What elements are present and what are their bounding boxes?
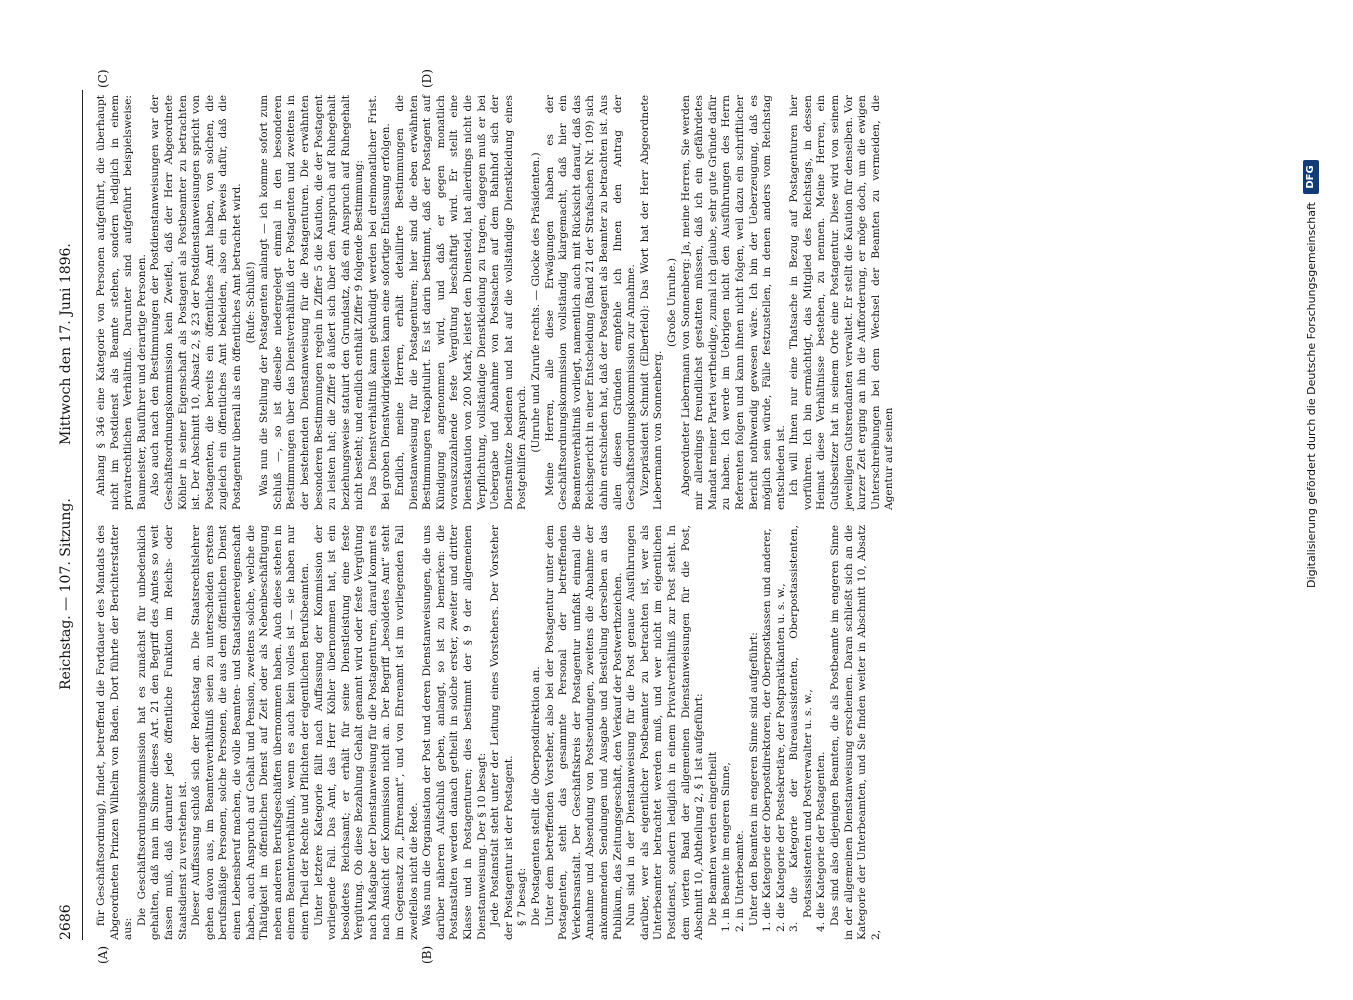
paragraph: Was nun die Stellung der Postagenten anlangt — ich komme sofort zum Schluß —, so ist dieselbe niedergelegt einmal in den besonderen Bestimmungen über das Dienstverhältniß der Postagenten und zweitens in der bestehenden Dienstanweisung für die Postagenturen. Die erwähnten besonderen Bestimmungen regeln in Ziffer 5 die Kaution, die der Postagent zu leisten hat; die Ziffer 8 äußert sich über den Anspruch auf Ruhegehalt beziehungsweise statuirt den Grundsatz, daß ein Anspruch auf Ruhegehalt nicht besteht; und endlich enthält Ziffer 9 folgende Bestimmung: — [258, 95, 366, 510]
stage-direction: (Rufe: Schluß!) — [244, 261, 257, 344]
paragraph: Meine Herren, alle diese Erwägungen haben es der Geschäftsordnungskommission vollständig klargemacht, daß hier ein Beamtenverhältniß vorliegt, namentlich auch mit Rücksicht darauf, daß das Reichsgericht in einer Entscheidung (Band 21 der Strafsachen Nr. 109) sich dahin entschieden hat, daß der Postagent als Beamter zu betrachten ist. Aus allen diesen Gründen empfehle ich Ihnen den Antrag der Geschäftsordnungskommission zur Annahme. — [543, 95, 638, 510]
list-item: 3. die Kategorie der Büreauassistenten, Oberpostassistenten, Postassistenten und Postverwalter u. s. w., — [788, 525, 814, 932]
left-column — [95, 525, 882, 940]
paragraph: Unter dem betreffenden Vorsteher, also bei der Postagentur unter dem Postagenten, steht das gesammte Personal der betreffenden Verkehrsanstalt. Der Geschäftskreis der Postagentur umfaßt einmal die Annahme und Absendung von Postsendungen, zweitens die Abnahme der ankommenden Sendungen und Ausgabe und Bestellung derselben an das Publikum, das Zeitungsgeschäft, den Verkauf der Postwerthzeichen. — [543, 525, 624, 940]
paragraph: Das sind also diejenigen Beamten, die als Postbeamte im engeren Sinne in der allgemeinen Dienstanweisung erscheinen. Daran schließt sich an die Kategorie der Unterbeamten, und Sie finden weiter in Abschnitt 10, Absatz 2, — [829, 525, 882, 940]
page-header — [58, 90, 80, 940]
right-column — [95, 95, 896, 510]
paragraph: Unter den Beamten im engeren Sinne sind aufgeführt: — [747, 632, 760, 926]
list-item: 1. in Beamte im engeren Sinne, — [720, 762, 733, 932]
header-right-date: Mittwoch den 17. Juni 1896. — [58, 243, 74, 445]
page-number: 2686 — [58, 904, 74, 940]
paragraph: Abgeordneter Liebermann von Sonnenberg: Ja, meine Herren, Sie werden mir allerdings freundlichst gestatten müssen, daß ich ein gefährdetes Mandat meiner Partei vertheidige, zumal ich glaube, sehr gute Gründe dafür zu haben. Ich werde im Uebrigen nicht den Ausführungen des Herrn Referenten folgen und kann ihnen nicht folgen, weil dazu ein schriftlicher Bericht nothwendig gewesen wäre. Ich bin der Ueberzeugung, daß es möglich sein würde, Fälle festzustellen, in denen anders vom Reichstag entschieden ist. — [679, 95, 787, 510]
margin-mark-b: (B) — [420, 945, 434, 964]
paragraph: Anhang § 346 eine Kategorie von Personen aufgeführt, die überhaupt nicht im Postdienst als Beamte stehen, sondern lediglich in einem privatrechtlichen Verhältniß. Darunter sind aufgeführt beispielsweise: Baumeister, Bauführer und derartige Personen. — [95, 95, 148, 510]
stage-direction: (Unruhe und Zurufe rechts. — Glocke des Präsidenten.) — [530, 152, 542, 453]
dfg-logo: DFG — [1303, 160, 1319, 194]
list-item: 1. die Kategorie der Oberpostdirektoren, der Oberpostkassen und anderer, — [761, 528, 774, 932]
paragraph: Was nun die Organisation der Post und deren Dienstanweisungen, die uns darüber näheren Aufschluß geben, anlangt, so ist zu bemerken: die Postanstalten werden danach getheilt in solche erster, zweiter und dritter Klasse und in Postagenturen; dies bestimmt der § 9 der allgemeinen Dienstanweisung. Der § 10 besagt: — [421, 525, 488, 940]
paragraph: Vizepräsident Schmidt (Elberfeld): Das Wort hat der Herr Abgeordnete Liebermann von Sonnenberg. — [638, 95, 665, 510]
paragraph: Unter letztere Kategorie fällt nach Auffassung der Kommission der vorliegende Fall. Das Amt, das Herr Köhler übernommen hat, ist ein besoldetes Reichsamt; er erhält für seine Dienstleistung eine feste Vergütung. Ob diese Bezahlung Gehalt genannt wird oder feste Vergütung nach Maßgabe der Dienstanweisung für die Postagenturen, darauf kommt es nach Ansicht der Kommission nicht an. Der Begriff „besoldetes Amt“ steht im Gegensatz zu „Ehrenamt“, und von Ehrenamt ist im vorliegenden Fall zweifellos nicht die Rede. — [312, 525, 420, 940]
paragraph: Also auch nach den Bestimmungen der Postdienstanweisungen war der Geschäftsordnungskommission kein Zweifel, daß der Herr Abgeordnete Köhler in seiner Eigenschaft als Postagent als Postbeamter zu betrachten ist. Der Abschnitt 10, Absatz 2, § 23 der Postdienstanweisungen spricht von Postagenten, die bereits ein öffentliches Amt haben, von solchen, die zugleich ein öffentliches Amt bekleiden, also ein Beweis dafür, daß die Postagentur überall als ein öffentliches Amt betrachtet wird. — [149, 95, 243, 510]
paragraph: Die Geschäftsordnungskommission hat es zunächst für unbedenklich gehalten, daß man im Sinne dieses Art. 21 den Begriff des Amtes so weit fassen muß, daß darunter jede öffentliche Funktion im Reichs- oder Staatsdienst zu verstehen ist. — [135, 525, 189, 940]
list-item: 2. die Kategorie der Postsekretäre, der Postpraktikanten u. s. w., — [774, 583, 787, 932]
paragraph: Jede Postanstalt steht unter der Leitung eines Vorstehers. Der Vorsteher der Postagentur ist der Postagent. — [489, 525, 515, 940]
paragraph: § 7 besagt: — [516, 867, 529, 926]
stage-direction: (Große Unruhe.) — [665, 258, 678, 347]
header-left-title: Reichstag. — 107. Sitzung. — [58, 498, 74, 690]
dfg-footer — [1303, 160, 1323, 840]
list-item: 4. die Kategorie der Postagenten. — [815, 751, 828, 932]
paragraph: Die Beamten werden eingetheilt — [706, 751, 719, 926]
margin-mark-c: (C) — [96, 69, 110, 88]
paragraph: für Geschäftsordnung), findet, betreffend die Fortdauer des Mandats des Abgeordneten Prinzen Wilhelm von Baden. Dort führte der Berichterstatter aus: — [95, 525, 135, 940]
paragraph: Dieser Auffassung schloß sich der Reichstag an. Die Staatsrechtslehrer gehen davon aus, im Beamtenverhältniß seien zu unterscheiden erstens berufsmäßige Personen, solche Personen, die aus dem öffentlichen Dienst einen Lebensberuf machen, die volle Beamten- und Staatsdienereigenschaft haben, auch Anspruch auf Gehalt und Pension, zweitens solche, welche die Thätigkeit im öffentlichen Dienst auf Zeit oder als Nebenbeschäftigung neben anderen Berufsgeschäften übernommen haben. Auch diese stehen in einem Beamtenverhältniß, wenn es auch kein volles ist — sie haben nur einen Theil der Rechte und Pflichten der eigentlichen Berufsbeamten. — [190, 525, 311, 940]
paragraph: Das Dienstverhältniß kann gekündigt werden bei dreimonatlicher Frist. Bei groben Dienstwidrigkeiten kann eine sofortige Entlassung erfolgen. — [366, 95, 393, 510]
margin-mark-d: (D) — [420, 69, 434, 88]
margin-mark-a: (A) — [96, 945, 110, 964]
footer-text: Digitalisierung gefördert durch die Deutsche Forschungsgemeinschaft — [1305, 202, 1318, 588]
list-item: 2. in Unterbeamte. — [733, 830, 746, 932]
paragraph: Endlich, meine Herren, erhält detaillirte Bestimmungen die Dienstanweisung für die Postagenturen; hier sind die eben erwähnten Bestimmungen rekapitulirt. Es ist darin bestimmt, daß der Postagent auf Kündigung angenommen wird, und daß er gegen monatlich vorauszuzahlende feste Vergütung beschäftigt wird. Er stellt eine Dienstkaution von 200 Mark, leistet den Diensteid, hat allerdings nicht die Verpflichtung, vollständige Dienstkleidung zu tragen, dagegen muß er bei Uebergabe und Abnahme von Postsachen auf dem Bahnhof sich der Dienstmütze bedienen und hat auf die vollständige Dienstkleidung eines Postgehilfen Anspruch. — [394, 95, 529, 510]
paragraph: Nun sind in der Dienstanweisung für die Post genaue Ausführungen darüber, wer als eigentlicher Postbeamter zu betrachten ist, wer als Unterbeamter betrachtet werden muß, und wer nicht im eigentlichen Postdienst, sondern lediglich in einem Privatverhältniß zur Post steht. In dem vierten Band der allgemeinen Dienstanweisungen für die Post, Abschnitt 10, Abtheilung 2, § 1 ist aufgeführt: — [625, 525, 706, 940]
paragraph: Ich will Ihnen nur eine Thatsache in Bezug auf Postagenturen hier vorführen. Ich bin ermächtigt, das Mitglied des Reichstags, in dessen Heimat diese Verhältnisse bestehen, zu nennen. Meine Herren, ein Gutsbesitzer hat in seinem Orte eine Postagentur. Diese wird von seinem jeweiligen Gutsrendanten verwaltet. Er stellt die Kaution für denselben. Vor kurzer Zeit erging an ihn die Aufforderung, er möge doch, um die ewigen Unterschreibungen bei dem Wechsel der Beamten zu vermeiden, die Agentur auf seinen — [788, 95, 896, 510]
paragraph: Die Postagenten stellt die Oberpostdirektion an. — [530, 666, 542, 926]
header-rule — [82, 90, 83, 940]
